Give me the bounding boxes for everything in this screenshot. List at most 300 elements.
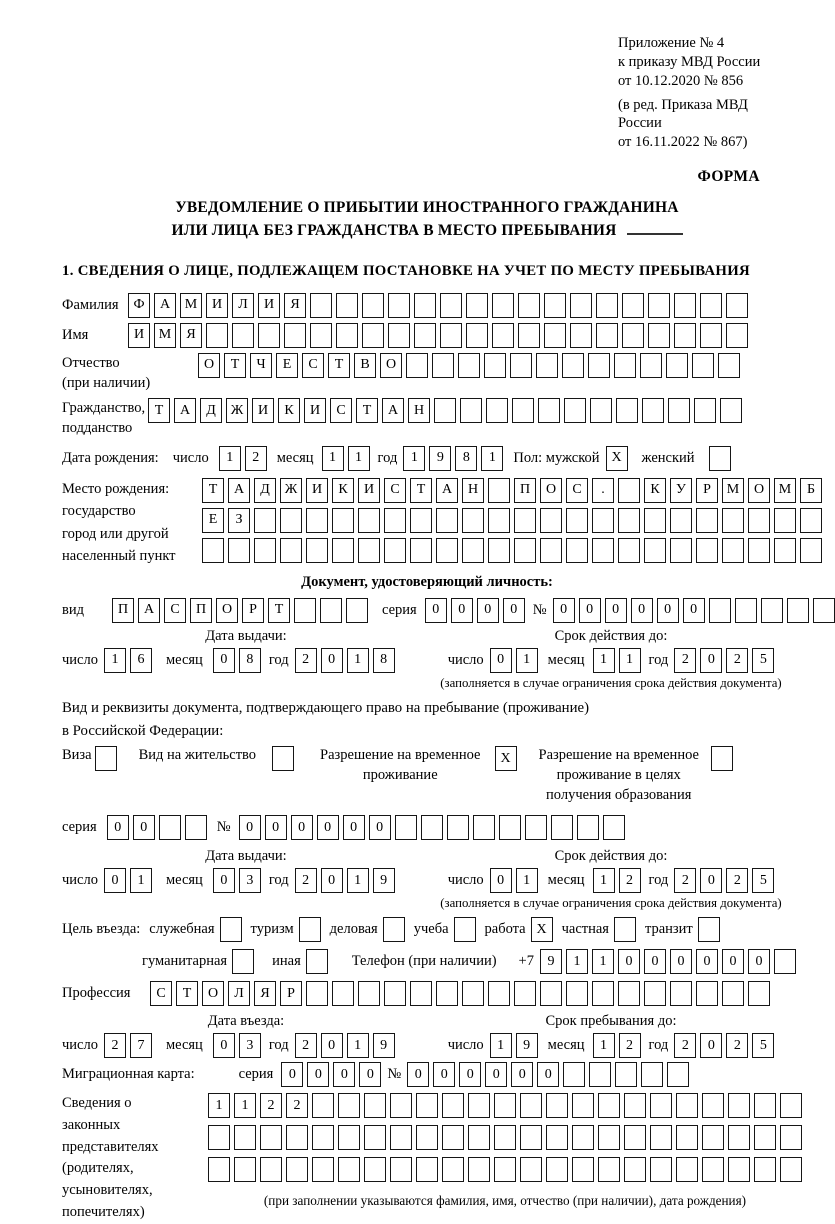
birthplace-char-box[interactable]	[774, 538, 796, 563]
profession-char-box[interactable]	[332, 981, 354, 1006]
migration-number-box[interactable]	[589, 1062, 611, 1087]
birthplace-char-box[interactable]	[670, 508, 692, 533]
firstname-char-box[interactable]	[388, 323, 410, 348]
citizenship-char-box[interactable]: Н	[408, 398, 430, 423]
citizenship-char-box[interactable]	[486, 398, 508, 423]
birthplace-char-box[interactable]	[566, 508, 588, 533]
migration-series-box[interactable]: 0	[307, 1062, 329, 1087]
patronymic-char-box[interactable]: Ч	[250, 353, 272, 378]
firstname-char-box[interactable]	[596, 323, 618, 348]
firstname-char-box[interactable]	[258, 323, 280, 348]
representative-char-box[interactable]	[260, 1157, 282, 1182]
birthplace-char-box[interactable]	[514, 538, 536, 563]
firstname-char-box[interactable]	[648, 323, 670, 348]
birthplace-char-box[interactable]	[540, 508, 562, 533]
profession-char-box[interactable]	[540, 981, 562, 1006]
stay-number-box[interactable]	[603, 815, 625, 840]
stay-issue-year-box[interactable]: 0	[321, 868, 343, 893]
citizenship-char-box[interactable]	[538, 398, 560, 423]
birthplace-char-box[interactable]	[748, 508, 770, 533]
patronymic-char-box[interactable]: Е	[276, 353, 298, 378]
identity-kind-char-box[interactable]	[320, 598, 342, 623]
surname-char-box[interactable]	[518, 293, 540, 318]
identity-issue-day-box[interactable]: 6	[130, 648, 152, 673]
stay-valid-day-box[interactable]: 1	[516, 868, 538, 893]
representative-char-box[interactable]	[442, 1157, 464, 1182]
birthplace-char-box[interactable]: Д	[254, 478, 276, 503]
rvp-checkbox[interactable]: X	[495, 746, 517, 771]
stay-valid-month-box[interactable]: 1	[593, 868, 615, 893]
firstname-char-box[interactable]	[440, 323, 462, 348]
representative-char-box[interactable]	[364, 1125, 386, 1150]
citizenship-char-box[interactable]	[590, 398, 612, 423]
migration-series-box[interactable]: 0	[333, 1062, 355, 1087]
surname-char-box[interactable]: Я	[284, 293, 306, 318]
surname-char-box[interactable]: И	[258, 293, 280, 318]
birthplace-char-box[interactable]	[384, 508, 406, 533]
representative-char-box[interactable]	[468, 1125, 490, 1150]
representative-char-box[interactable]	[208, 1157, 230, 1182]
patronymic-char-box[interactable]	[406, 353, 428, 378]
birthplace-char-box[interactable]: Т	[202, 478, 224, 503]
firstname-char-box[interactable]	[726, 323, 748, 348]
representative-char-box[interactable]	[390, 1157, 412, 1182]
birthplace-char-box[interactable]	[306, 538, 328, 563]
entry-year-box[interactable]: 9	[373, 1033, 395, 1058]
representative-char-box[interactable]	[286, 1125, 308, 1150]
birthplace-char-box[interactable]	[748, 538, 770, 563]
identity-series-box[interactable]: 0	[503, 598, 525, 623]
firstname-char-box[interactable]	[206, 323, 228, 348]
phone-digit-box[interactable]: 9	[540, 949, 562, 974]
identity-number-box[interactable]: 0	[631, 598, 653, 623]
birthplace-char-box[interactable]	[644, 508, 666, 533]
birthplace-char-box[interactable]: К	[644, 478, 666, 503]
citizenship-char-box[interactable]	[434, 398, 456, 423]
patronymic-char-box[interactable]	[640, 353, 662, 378]
birthplace-char-box[interactable]: Р	[696, 478, 718, 503]
birthplace-char-box[interactable]	[436, 508, 458, 533]
birthplace-char-box[interactable]: О	[748, 478, 770, 503]
identity-issue-month-box[interactable]: 0	[213, 648, 235, 673]
birthplace-char-box[interactable]	[254, 538, 276, 563]
entry-year-box[interactable]: 1	[347, 1033, 369, 1058]
representative-char-box[interactable]	[728, 1157, 750, 1182]
migration-number-box[interactable]: 0	[511, 1062, 533, 1087]
patronymic-char-box[interactable]	[666, 353, 688, 378]
commercial-checkbox[interactable]	[383, 917, 405, 942]
surname-char-box[interactable]: Л	[232, 293, 254, 318]
stay-valid-month-box[interactable]: 2	[619, 868, 641, 893]
birthplace-char-box[interactable]	[280, 538, 302, 563]
birthplace-char-box[interactable]: А	[228, 478, 250, 503]
surname-char-box[interactable]	[622, 293, 644, 318]
citizenship-char-box[interactable]: Д	[200, 398, 222, 423]
stay-until-year-box[interactable]: 5	[752, 1033, 774, 1058]
identity-valid-month-box[interactable]: 1	[593, 648, 615, 673]
patronymic-char-box[interactable]	[718, 353, 740, 378]
phone-digit-box[interactable]: 0	[644, 949, 666, 974]
surname-char-box[interactable]	[492, 293, 514, 318]
representative-char-box[interactable]	[754, 1157, 776, 1182]
identity-kind-char-box[interactable]: Т	[268, 598, 290, 623]
representative-char-box[interactable]	[364, 1157, 386, 1182]
identity-issue-year-box[interactable]: 2	[295, 648, 317, 673]
birthplace-char-box[interactable]	[254, 508, 276, 533]
representative-char-box[interactable]	[286, 1157, 308, 1182]
profession-char-box[interactable]	[748, 981, 770, 1006]
identity-issue-year-box[interactable]: 0	[321, 648, 343, 673]
representative-char-box[interactable]	[702, 1125, 724, 1150]
birthdate-year-box[interactable]: 1	[481, 446, 503, 471]
stay-issue-day-box[interactable]: 0	[104, 868, 126, 893]
stay-number-box[interactable]: 0	[343, 815, 365, 840]
profession-char-box[interactable]	[592, 981, 614, 1006]
birthplace-char-box[interactable]	[462, 538, 484, 563]
citizenship-char-box[interactable]: Т	[356, 398, 378, 423]
citizenship-char-box[interactable]: И	[304, 398, 326, 423]
stay-number-box[interactable]	[447, 815, 469, 840]
birthplace-char-box[interactable]	[566, 538, 588, 563]
profession-char-box[interactable]	[462, 981, 484, 1006]
birthdate-month-box[interactable]: 1	[322, 446, 344, 471]
representative-char-box[interactable]	[598, 1125, 620, 1150]
phone-digit-box[interactable]: 0	[722, 949, 744, 974]
representative-char-box[interactable]	[442, 1093, 464, 1118]
birthplace-char-box[interactable]: О	[540, 478, 562, 503]
stay-issue-day-box[interactable]: 1	[130, 868, 152, 893]
birthplace-char-box[interactable]: И	[358, 478, 380, 503]
citizenship-char-box[interactable]	[564, 398, 586, 423]
representative-char-box[interactable]	[364, 1093, 386, 1118]
profession-char-box[interactable]	[436, 981, 458, 1006]
patronymic-char-box[interactable]	[692, 353, 714, 378]
birthplace-char-box[interactable]	[488, 508, 510, 533]
birthplace-char-box[interactable]: З	[228, 508, 250, 533]
stay-series-box[interactable]: 0	[133, 815, 155, 840]
firstname-char-box[interactable]	[310, 323, 332, 348]
identity-valid-year-box[interactable]: 5	[752, 648, 774, 673]
representative-char-box[interactable]	[728, 1093, 750, 1118]
patronymic-char-box[interactable]	[562, 353, 584, 378]
identity-valid-year-box[interactable]: 2	[726, 648, 748, 673]
identity-valid-year-box[interactable]: 0	[700, 648, 722, 673]
entry-year-box[interactable]: 2	[295, 1033, 317, 1058]
phone-digit-box[interactable]: 1	[592, 949, 614, 974]
firstname-char-box[interactable]	[622, 323, 644, 348]
patronymic-char-box[interactable]: Т	[224, 353, 246, 378]
citizenship-char-box[interactable]	[616, 398, 638, 423]
migration-number-box[interactable]	[563, 1062, 585, 1087]
firstname-char-box[interactable]: И	[128, 323, 150, 348]
representative-char-box[interactable]: 2	[286, 1093, 308, 1118]
stay-issue-month-box[interactable]: 3	[239, 868, 261, 893]
stay-issue-month-box[interactable]: 0	[213, 868, 235, 893]
birthplace-char-box[interactable]	[358, 538, 380, 563]
representative-char-box[interactable]	[234, 1157, 256, 1182]
migration-number-box[interactable]: 0	[433, 1062, 455, 1087]
migration-number-box[interactable]: 0	[537, 1062, 559, 1087]
profession-char-box[interactable]	[358, 981, 380, 1006]
surname-char-box[interactable]	[726, 293, 748, 318]
firstname-char-box[interactable]	[414, 323, 436, 348]
phone-digit-box[interactable]: 0	[670, 949, 692, 974]
citizenship-char-box[interactable]: А	[174, 398, 196, 423]
patronymic-char-box[interactable]: О	[380, 353, 402, 378]
identity-number-box[interactable]: 0	[657, 598, 679, 623]
representative-char-box[interactable]	[312, 1125, 334, 1150]
representative-char-box[interactable]: 1	[208, 1093, 230, 1118]
stay-number-box[interactable]	[395, 815, 417, 840]
stay-number-box[interactable]: 0	[265, 815, 287, 840]
identity-kind-char-box[interactable]: С	[164, 598, 186, 623]
stay-until-day-box[interactable]: 9	[516, 1033, 538, 1058]
tourism-checkbox[interactable]	[299, 917, 321, 942]
phone-digit-box[interactable]: 0	[618, 949, 640, 974]
patronymic-char-box[interactable]: В	[354, 353, 376, 378]
representative-char-box[interactable]	[520, 1157, 542, 1182]
patronymic-char-box[interactable]	[510, 353, 532, 378]
patronymic-char-box[interactable]: С	[302, 353, 324, 378]
phone-digit-box[interactable]	[774, 949, 796, 974]
representative-char-box[interactable]	[494, 1093, 516, 1118]
representative-char-box[interactable]	[598, 1093, 620, 1118]
migration-number-box[interactable]	[615, 1062, 637, 1087]
birthplace-char-box[interactable]	[644, 538, 666, 563]
identity-series-box[interactable]: 0	[451, 598, 473, 623]
birthplace-char-box[interactable]	[696, 508, 718, 533]
identity-number-box[interactable]: 0	[605, 598, 627, 623]
rvp-edu-checkbox[interactable]	[711, 746, 733, 771]
surname-char-box[interactable]	[388, 293, 410, 318]
profession-char-box[interactable]: С	[150, 981, 172, 1006]
firstname-char-box[interactable]	[336, 323, 358, 348]
birthplace-char-box[interactable]	[436, 538, 458, 563]
representative-char-box[interactable]	[208, 1125, 230, 1150]
representative-char-box[interactable]	[754, 1125, 776, 1150]
birthplace-char-box[interactable]	[410, 538, 432, 563]
firstname-char-box[interactable]	[284, 323, 306, 348]
birthplace-char-box[interactable]	[410, 508, 432, 533]
citizenship-char-box[interactable]: С	[330, 398, 352, 423]
identity-valid-month-box[interactable]: 1	[619, 648, 641, 673]
birthplace-char-box[interactable]: У	[670, 478, 692, 503]
firstname-char-box[interactable]: Я	[180, 323, 202, 348]
firstname-char-box[interactable]	[492, 323, 514, 348]
profession-char-box[interactable]	[306, 981, 328, 1006]
surname-char-box[interactable]	[440, 293, 462, 318]
identity-valid-day-box[interactable]: 0	[490, 648, 512, 673]
transit-checkbox[interactable]	[698, 917, 720, 942]
stay-series-box[interactable]	[159, 815, 181, 840]
identity-kind-char-box[interactable]	[294, 598, 316, 623]
stay-until-year-box[interactable]: 2	[726, 1033, 748, 1058]
patronymic-char-box[interactable]	[588, 353, 610, 378]
surname-char-box[interactable]: Ф	[128, 293, 150, 318]
visa-checkbox[interactable]	[95, 746, 117, 771]
representative-char-box[interactable]	[520, 1093, 542, 1118]
birthplace-char-box[interactable]: С	[384, 478, 406, 503]
representative-char-box[interactable]	[754, 1093, 776, 1118]
representative-char-box[interactable]	[702, 1093, 724, 1118]
stay-issue-year-box[interactable]: 9	[373, 868, 395, 893]
phone-digit-box[interactable]: 0	[748, 949, 770, 974]
migration-series-box[interactable]: 0	[281, 1062, 303, 1087]
birthplace-char-box[interactable]: .	[592, 478, 614, 503]
surname-char-box[interactable]	[700, 293, 722, 318]
representative-char-box[interactable]	[520, 1125, 542, 1150]
identity-kind-char-box[interactable]: А	[138, 598, 160, 623]
birthplace-char-box[interactable]	[618, 478, 640, 503]
birthplace-char-box[interactable]: М	[774, 478, 796, 503]
representative-char-box[interactable]	[572, 1157, 594, 1182]
birthdate-year-box[interactable]: 8	[455, 446, 477, 471]
surname-char-box[interactable]	[414, 293, 436, 318]
birthplace-char-box[interactable]: М	[722, 478, 744, 503]
birthplace-char-box[interactable]	[592, 508, 614, 533]
birthplace-char-box[interactable]: Б	[800, 478, 822, 503]
entry-month-box[interactable]: 0	[213, 1033, 235, 1058]
citizenship-char-box[interactable]: Ж	[226, 398, 248, 423]
stay-valid-year-box[interactable]: 0	[700, 868, 722, 893]
citizenship-char-box[interactable]: А	[382, 398, 404, 423]
representative-char-box[interactable]	[390, 1125, 412, 1150]
profession-char-box[interactable]	[488, 981, 510, 1006]
private-checkbox[interactable]	[614, 917, 636, 942]
identity-valid-year-box[interactable]: 2	[674, 648, 696, 673]
citizenship-char-box[interactable]	[460, 398, 482, 423]
representative-char-box[interactable]	[728, 1125, 750, 1150]
stay-until-day-box[interactable]: 1	[490, 1033, 512, 1058]
representative-char-box[interactable]: 2	[260, 1093, 282, 1118]
representative-char-box[interactable]	[338, 1093, 360, 1118]
citizenship-char-box[interactable]	[668, 398, 690, 423]
identity-number-box[interactable]: 0	[683, 598, 705, 623]
stay-number-box[interactable]	[499, 815, 521, 840]
representative-char-box[interactable]	[676, 1093, 698, 1118]
citizenship-char-box[interactable]	[694, 398, 716, 423]
identity-kind-char-box[interactable]	[346, 598, 368, 623]
firstname-char-box[interactable]: М	[154, 323, 176, 348]
identity-number-box[interactable]	[761, 598, 783, 623]
stay-valid-day-box[interactable]: 0	[490, 868, 512, 893]
business-checkbox[interactable]	[220, 917, 242, 942]
representative-char-box[interactable]	[624, 1093, 646, 1118]
patronymic-char-box[interactable]	[484, 353, 506, 378]
representative-char-box[interactable]	[598, 1157, 620, 1182]
surname-char-box[interactable]	[362, 293, 384, 318]
migration-number-box[interactable]	[641, 1062, 663, 1087]
birthplace-char-box[interactable]	[592, 538, 614, 563]
profession-char-box[interactable]	[514, 981, 536, 1006]
migration-number-box[interactable]	[667, 1062, 689, 1087]
residence-permit-checkbox[interactable]	[272, 746, 294, 771]
birthdate-year-box[interactable]: 1	[403, 446, 425, 471]
stay-issue-year-box[interactable]: 2	[295, 868, 317, 893]
representative-char-box[interactable]	[416, 1093, 438, 1118]
citizenship-char-box[interactable]	[720, 398, 742, 423]
surname-char-box[interactable]	[570, 293, 592, 318]
stay-number-box[interactable]	[525, 815, 547, 840]
phone-digit-box[interactable]: 1	[566, 949, 588, 974]
representative-char-box[interactable]	[416, 1125, 438, 1150]
profession-char-box[interactable]	[384, 981, 406, 1006]
profession-char-box[interactable]: Р	[280, 981, 302, 1006]
entry-day-box[interactable]: 2	[104, 1033, 126, 1058]
identity-issue-month-box[interactable]: 8	[239, 648, 261, 673]
patronymic-char-box[interactable]	[432, 353, 454, 378]
stay-issue-year-box[interactable]: 1	[347, 868, 369, 893]
citizenship-char-box[interactable]	[512, 398, 534, 423]
representative-char-box[interactable]	[650, 1157, 672, 1182]
representative-char-box[interactable]	[624, 1125, 646, 1150]
entry-day-box[interactable]: 7	[130, 1033, 152, 1058]
representative-char-box[interactable]	[676, 1157, 698, 1182]
birthplace-char-box[interactable]: Н	[462, 478, 484, 503]
migration-number-box[interactable]: 0	[459, 1062, 481, 1087]
surname-char-box[interactable]	[544, 293, 566, 318]
stay-until-month-box[interactable]: 2	[619, 1033, 641, 1058]
birthplace-char-box[interactable]	[618, 508, 640, 533]
profession-char-box[interactable]	[696, 981, 718, 1006]
citizenship-char-box[interactable]: И	[252, 398, 274, 423]
profession-char-box[interactable]	[670, 981, 692, 1006]
representative-char-box[interactable]	[442, 1125, 464, 1150]
birthplace-char-box[interactable]: С	[566, 478, 588, 503]
stay-valid-year-box[interactable]: 5	[752, 868, 774, 893]
profession-char-box[interactable]	[644, 981, 666, 1006]
firstname-char-box[interactable]	[700, 323, 722, 348]
birthplace-char-box[interactable]	[488, 538, 510, 563]
representative-char-box[interactable]	[494, 1125, 516, 1150]
stay-series-box[interactable]	[185, 815, 207, 840]
identity-valid-day-box[interactable]: 1	[516, 648, 538, 673]
firstname-char-box[interactable]	[544, 323, 566, 348]
identity-series-box[interactable]: 0	[477, 598, 499, 623]
birthplace-char-box[interactable]: Е	[202, 508, 224, 533]
representative-char-box[interactable]	[546, 1157, 568, 1182]
birthplace-char-box[interactable]: П	[514, 478, 536, 503]
birthplace-char-box[interactable]	[618, 538, 640, 563]
birthdate-year-box[interactable]: 9	[429, 446, 451, 471]
representative-char-box[interactable]	[780, 1157, 802, 1182]
birthplace-char-box[interactable]	[202, 538, 224, 563]
representative-char-box[interactable]	[468, 1093, 490, 1118]
migration-series-box[interactable]: 0	[359, 1062, 381, 1087]
representative-char-box[interactable]	[572, 1093, 594, 1118]
profession-char-box[interactable]: Т	[176, 981, 198, 1006]
identity-number-box[interactable]: 0	[579, 598, 601, 623]
identity-number-box[interactable]: 0	[553, 598, 575, 623]
birthplace-char-box[interactable]: К	[332, 478, 354, 503]
representative-char-box[interactable]	[546, 1125, 568, 1150]
firstname-char-box[interactable]	[570, 323, 592, 348]
identity-kind-char-box[interactable]: П	[190, 598, 212, 623]
citizenship-char-box[interactable]	[642, 398, 664, 423]
surname-char-box[interactable]	[336, 293, 358, 318]
surname-char-box[interactable]: М	[180, 293, 202, 318]
birthplace-char-box[interactable]	[774, 508, 796, 533]
patronymic-char-box[interactable]: Т	[328, 353, 350, 378]
birthplace-char-box[interactable]	[722, 538, 744, 563]
firstname-char-box[interactable]	[362, 323, 384, 348]
birthplace-char-box[interactable]	[228, 538, 250, 563]
migration-number-box[interactable]: 0	[407, 1062, 429, 1087]
firstname-char-box[interactable]	[232, 323, 254, 348]
stay-until-year-box[interactable]: 0	[700, 1033, 722, 1058]
patronymic-char-box[interactable]	[458, 353, 480, 378]
birthplace-char-box[interactable]	[384, 538, 406, 563]
